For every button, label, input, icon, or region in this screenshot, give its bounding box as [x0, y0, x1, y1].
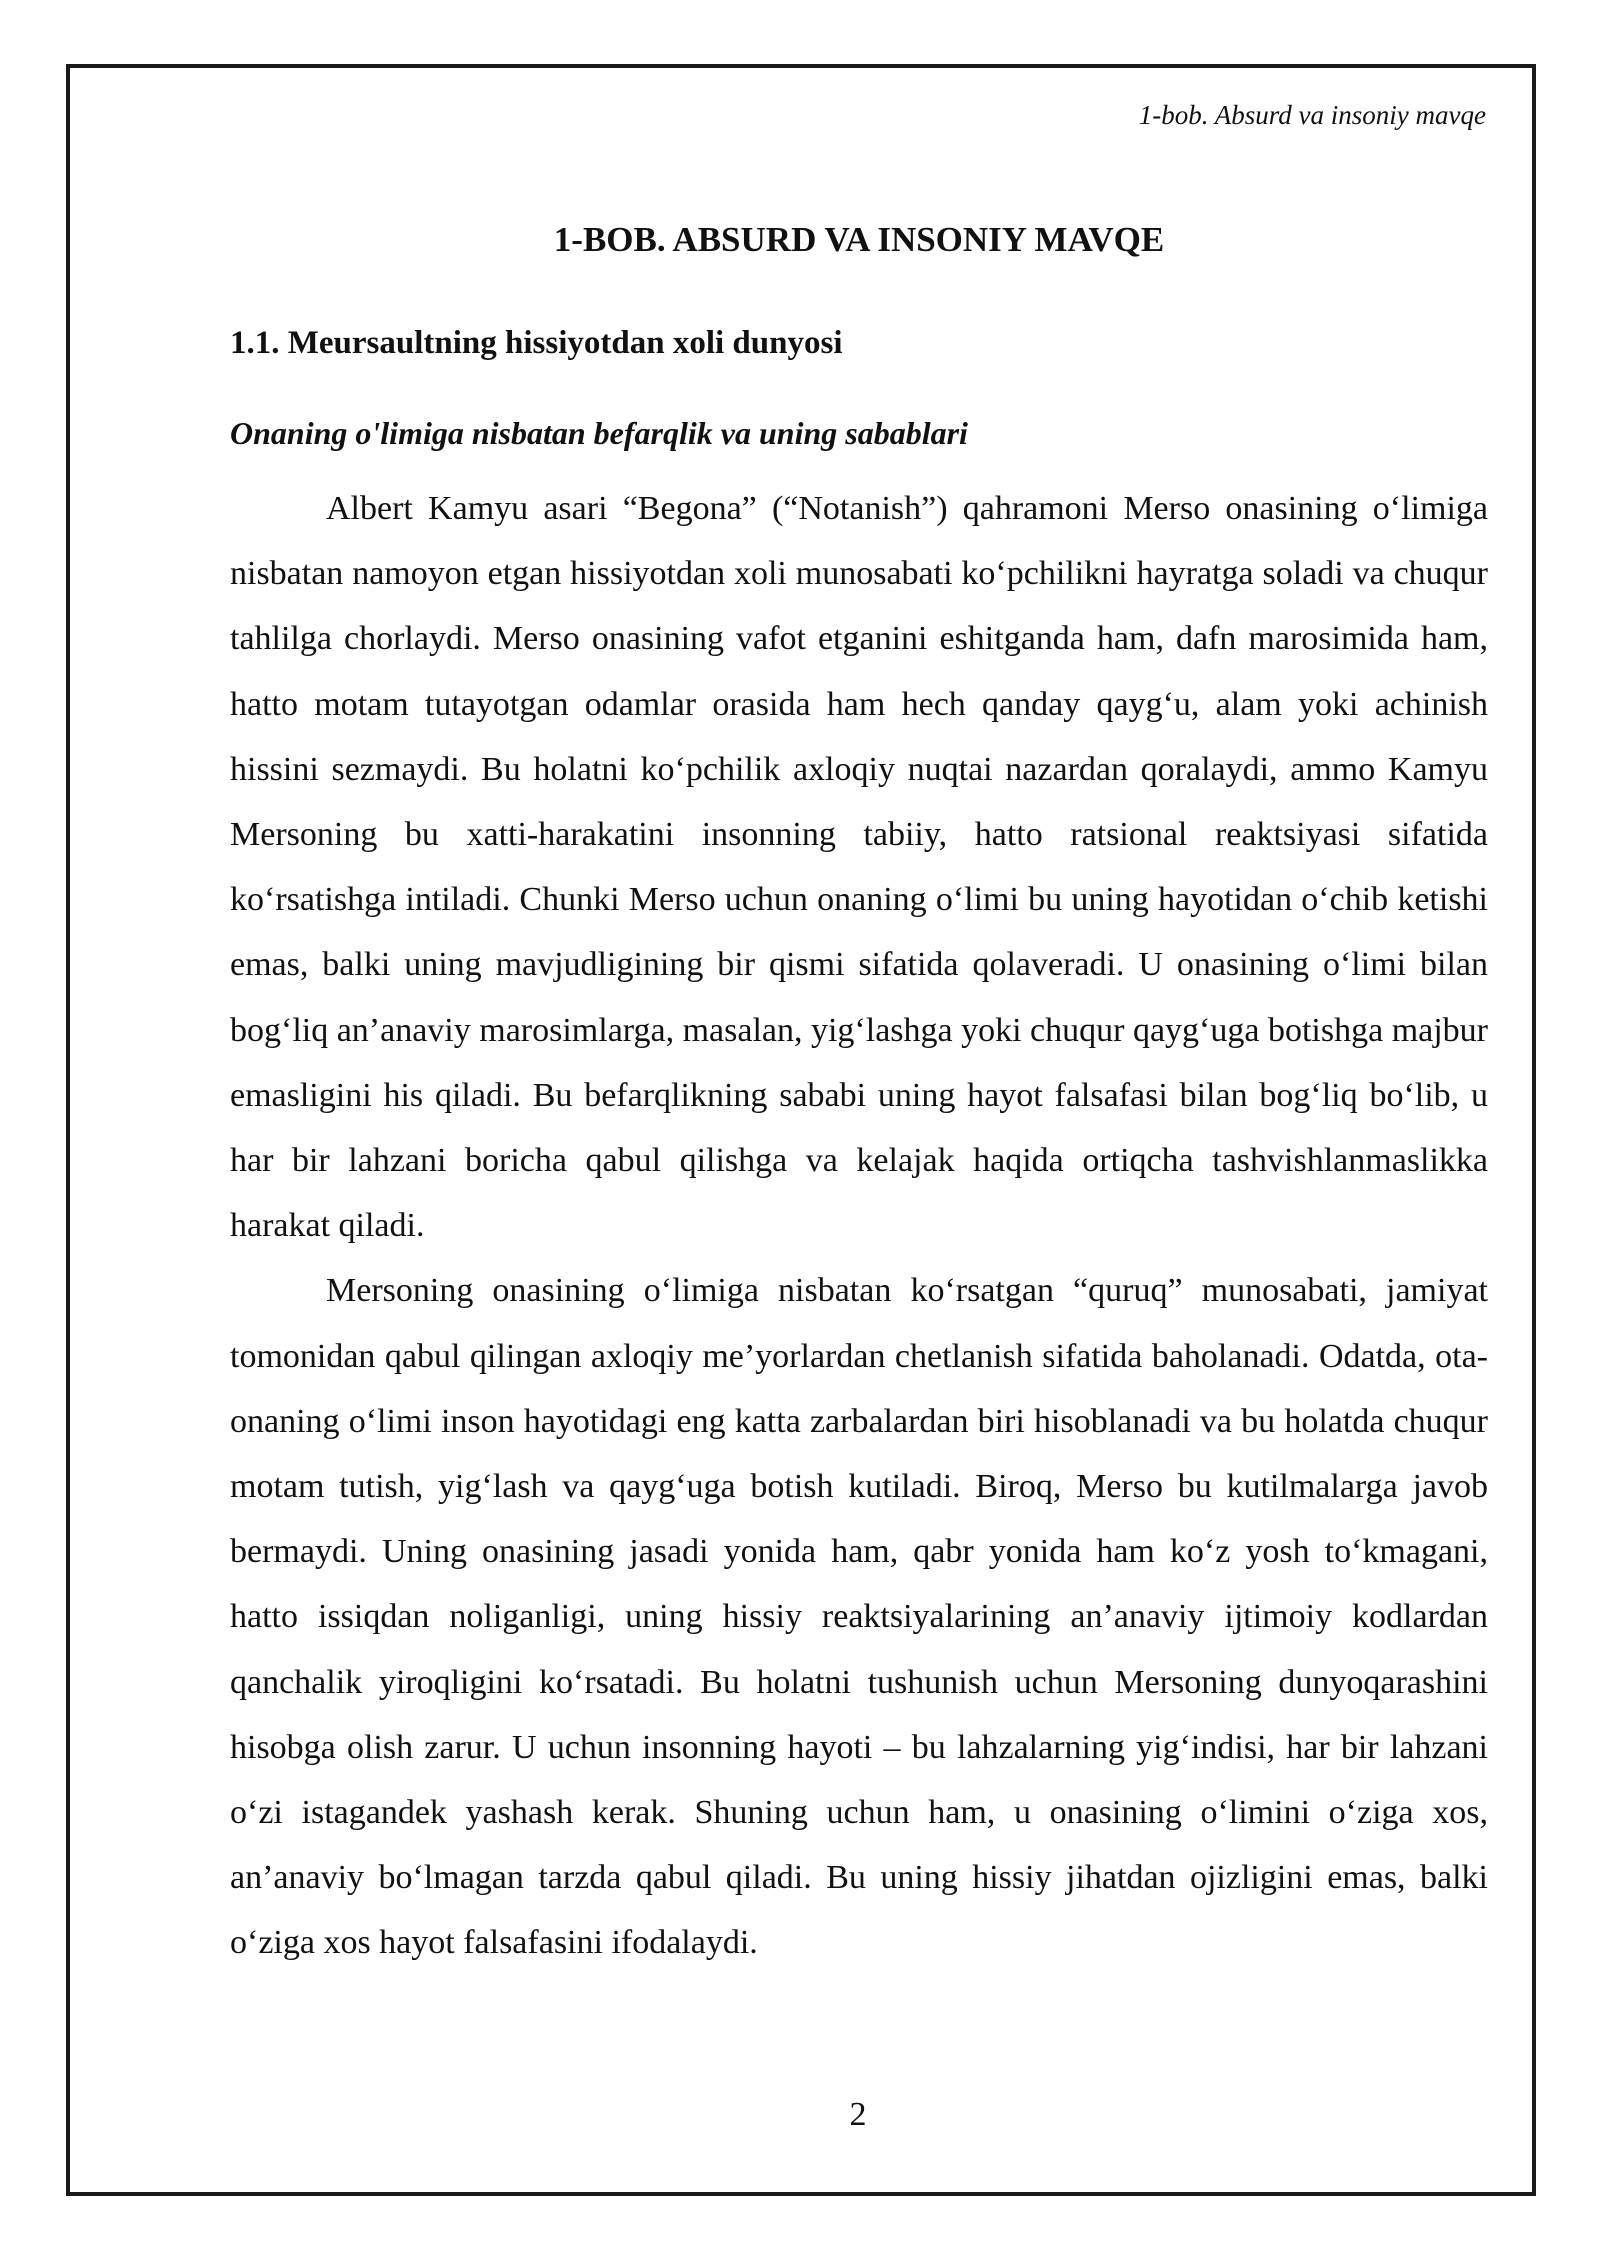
page-content — [230, 212, 1488, 1976]
subsection-title: Onaning o'limiga nisbatan befarqlik va uning sabablari — [230, 415, 968, 451]
chapter-title: 1-BOB. ABSURD VA INSONIY MAVQE — [553, 220, 1165, 259]
body-paragraph-1: Albert Kamyu asari “Begona” (“Notanish”) qahramoni Merso onasining o‘limiga nisbatan namoyon etgan hissiyotdan xoli munosabati ko‘pchilikni hayratga soladi va chuqur tahlilga chorlaydi. Merso onasining vafot etganini eshitganda ham, dafn marosimida ham, hatto motam tutayotgan odamlar orasida ham hech qanday qayg‘u, alam yoki achinish hissini sezmaydi. Bu holatni ko‘pchilik axloqiy nuqtai nazardan qoralaydi, ammo Kamyu Mersoning bu xatti-harakatini insonning tabiiy, hatto ratsional reaktsiyasi sifatida ko‘rsatishga intiladi. Chunki Merso uchun onaning o‘limi bu uning hayotidan o‘chib ketishi emas, balki uning mavjudligining bir qismi sifatida qolaveradi. U onasining o‘limi bilan bog‘liq an’anaviy marosimlarga, masalan, yig‘lashga yoki chuqur qayg‘uga botishga majbur emasligini his qiladi. Bu befarqlikning sababi uning hayot falsafasi bilan bog‘liq bo‘lib, u har bir lahzani boricha qabul qilishga va kelajak haqida ortiqcha tashvishlanmaslikka harakat qiladi. — [230, 490, 1488, 1245]
page-number: 2 — [849, 2096, 867, 2133]
running-header: 1-bob. Absurd va insoniy mavqe — [1138, 100, 1486, 130]
section-title: 1.1. Meursaultning hissiyotdan xoli dunyosi — [230, 325, 843, 361]
body-paragraph-2: Mersoning onasining o‘limiga nisbatan ko‘rsatgan “quruq” munosabati, jamiyat tomonidan qabul qilingan axloqiy me’yorlardan chetlanish sifatida baholanadi. Odatda, ota-onaning o‘limi inson hayotidagi eng katta zarbalardan biri hisoblanadi va bu holatda chuqur motam tutish, yig‘lash va qayg‘uga botish kutiladi. Biroq, Merso bu kutilmalarga javob bermaydi. Uning onasining jasadi yonida ham, qabr yonida ham ko‘z yosh to‘kmagani, hatto issiqdan noliganligi, uning hissiy reaktsiyalarining an’anaviy ijtimoiy kodlardan qanchalik yiroqligini ko‘rsatadi. Bu holatni tushunish uchun Mersoning dunyoqarashini hisobga olish zarur. U uchun insonning hayoti – bu lahzalarning yig‘indisi, har bir lahzani o‘zi istagandek yashash kerak. Shuning uchun ham, u onasining o‘limini o‘ziga xos, an’anaviy bo‘lmagan tarzda qabul qiladi. Bu uning hissiy jihatdan ojizligini emas, balki o‘ziga xos hayot falsafasini ifodalaydi. — [230, 1272, 1488, 1962]
